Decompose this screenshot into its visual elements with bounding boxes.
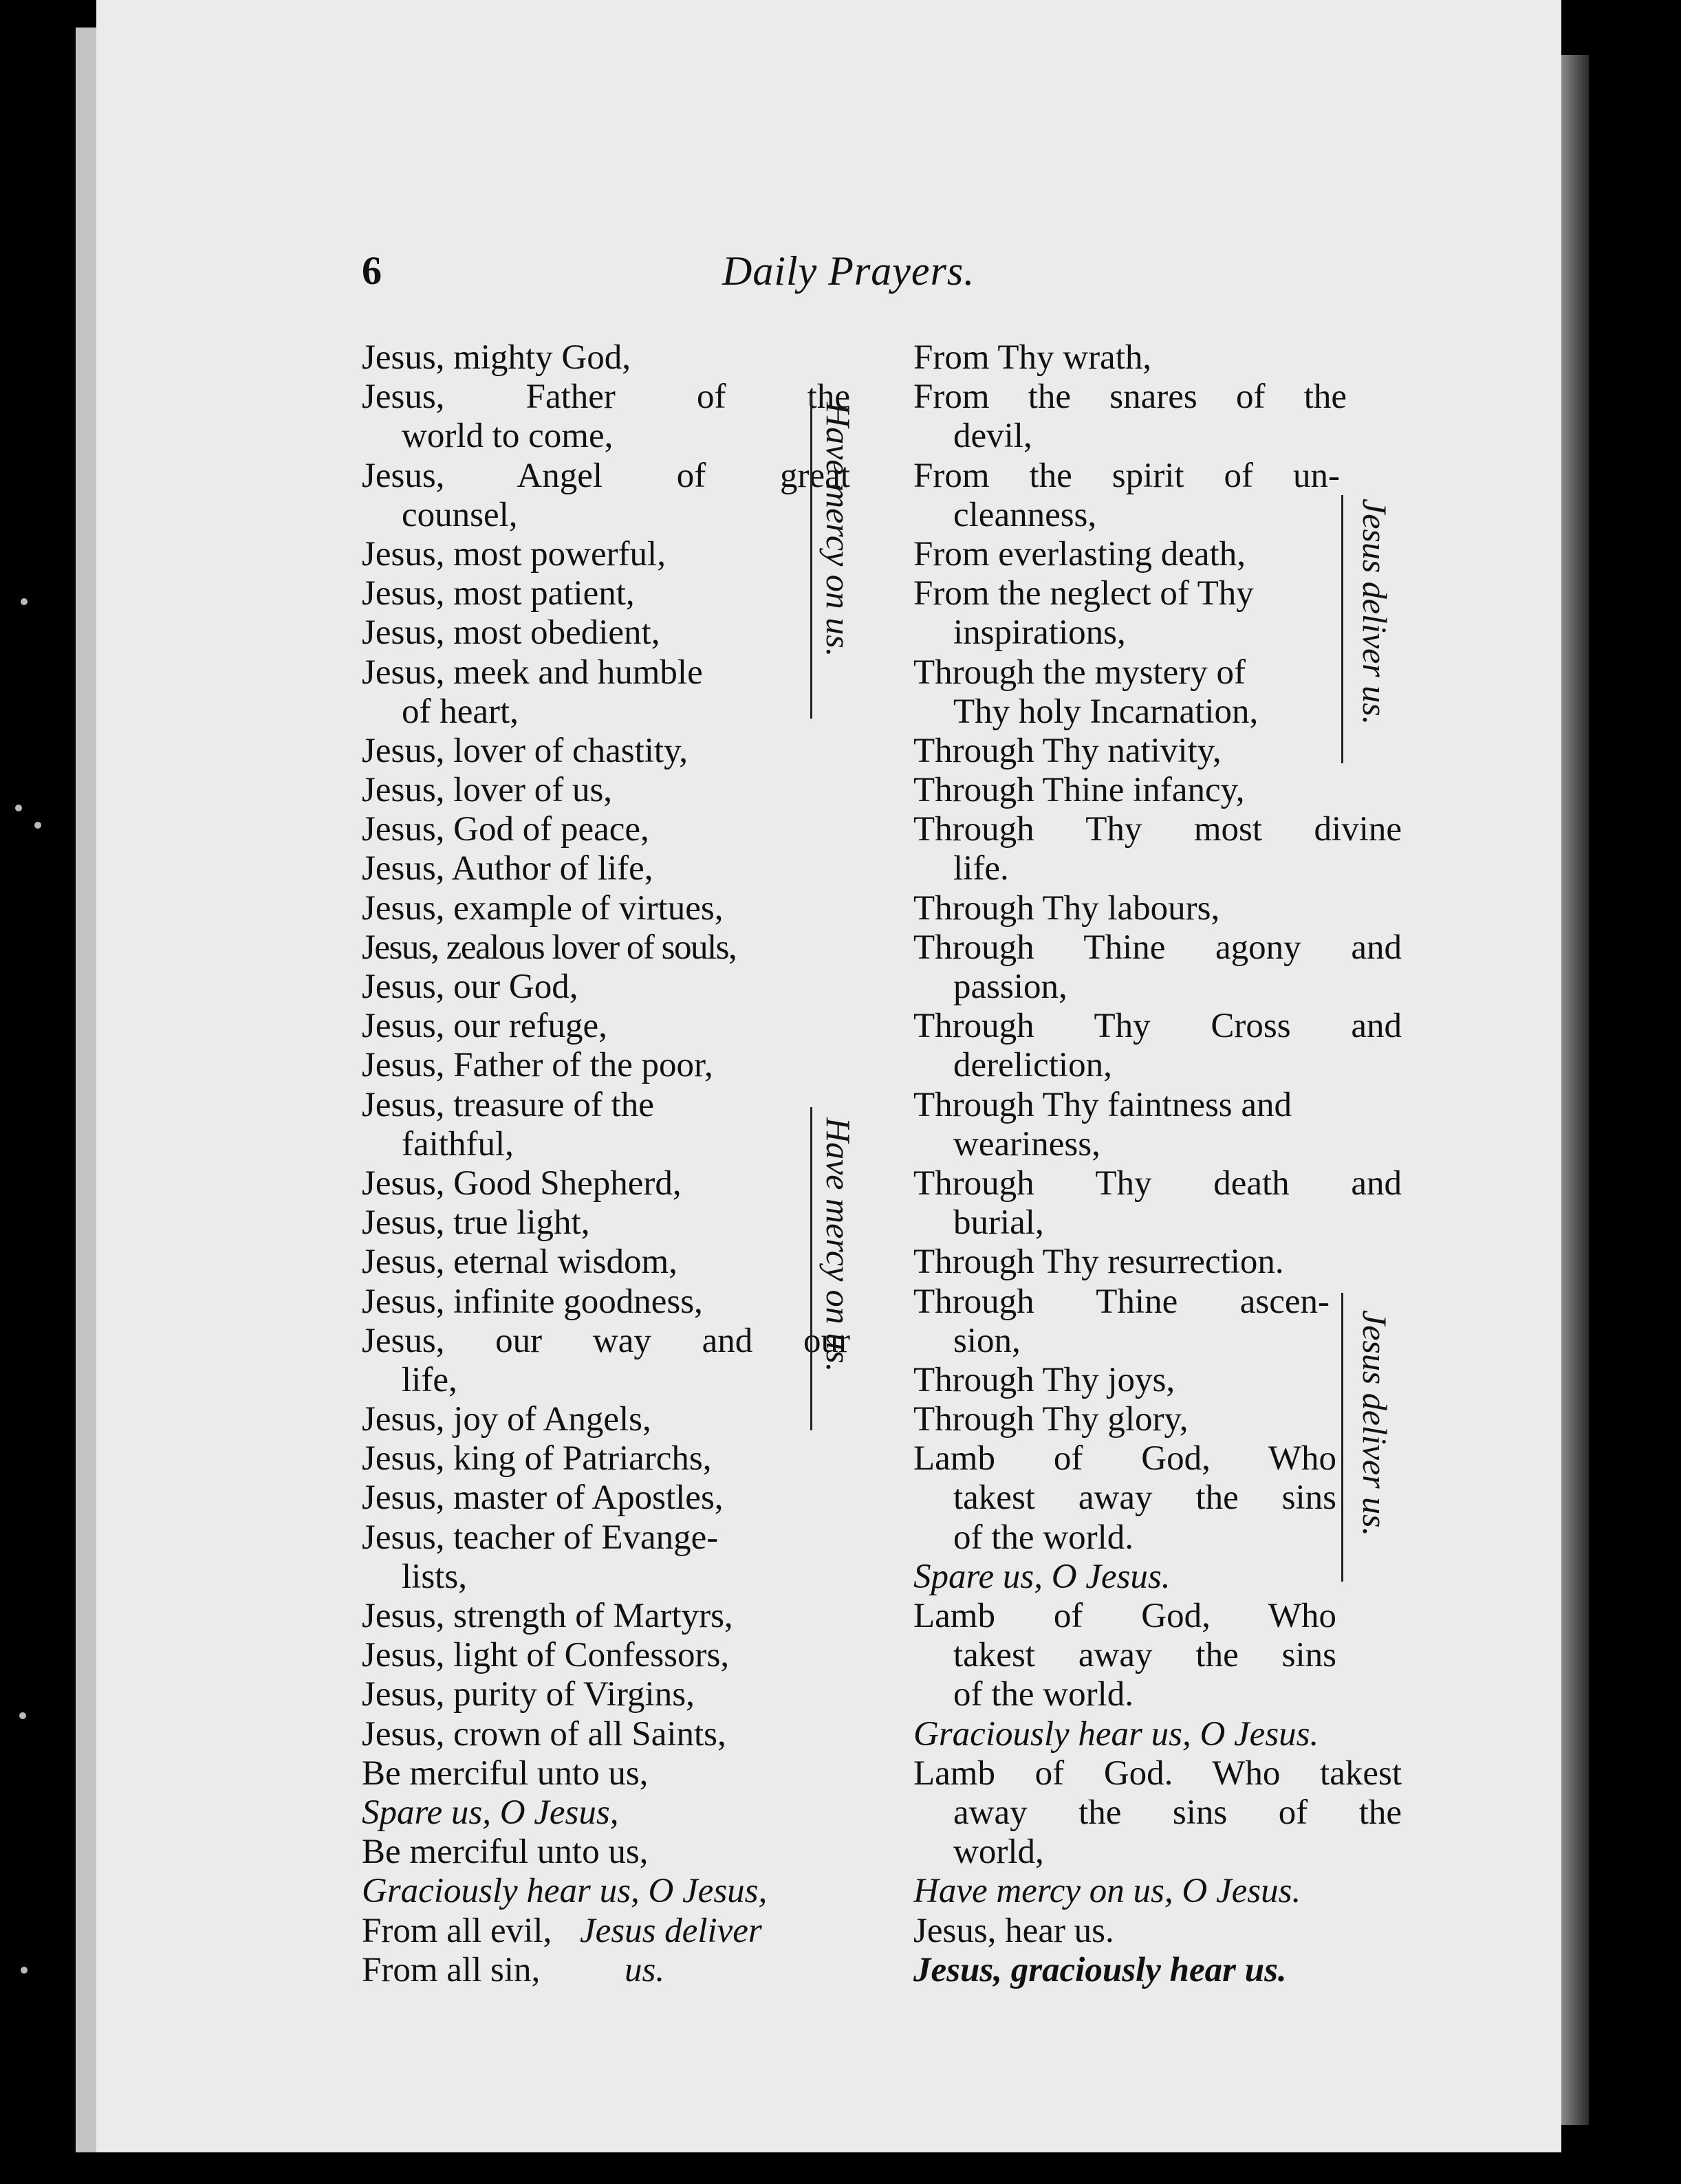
litany-line: sion, — [953, 1321, 1021, 1360]
litany-line: Through Thy Cross and — [913, 1007, 1402, 1046]
litany-line: Jesus, our refuge, — [362, 1007, 607, 1046]
litany-line: Jesus, our God, — [362, 968, 578, 1006]
litany-line: life, — [402, 1360, 457, 1399]
litany-line: Jesus, mighty God, — [362, 338, 631, 377]
response-bracket — [1341, 1293, 1350, 1582]
response-line: Graciously hear us, O Jesus, — [362, 1872, 768, 1911]
litany-line: Through Thy nativity, — [913, 731, 1222, 770]
litany-text: From all evil, — [362, 1911, 552, 1950]
left-column — [362, 338, 850, 1990]
litany-line: Jesus, God of peace, — [362, 810, 649, 849]
litany-line: Jesus, true light, — [362, 1203, 590, 1243]
litany-line: Jesus, lover of us, — [362, 771, 613, 810]
litany-line: Through Thy joys, — [913, 1360, 1175, 1399]
scan-speck — [15, 805, 22, 811]
response-line: Jesus, graciously hear us. — [913, 1950, 1287, 1989]
litany-line: Lamb of God, Who — [913, 1439, 1336, 1478]
vertical-response: Jesus deliver us. — [1356, 1310, 1394, 1537]
scan-speck — [21, 1967, 28, 1974]
litany-line: world to come, — [402, 417, 614, 456]
litany-text: From all sin, — [362, 1950, 541, 1989]
page-number: 6 — [362, 248, 382, 293]
litany-line: faithful, — [402, 1124, 514, 1164]
litany-line: Jesus, teacher of Evange- — [362, 1518, 719, 1557]
response-inline: us. — [625, 1950, 665, 1989]
litany-line: Jesus, Author of life, — [362, 849, 653, 888]
litany-line: Jesus, hear us. — [913, 1911, 1114, 1950]
litany-line: away the sins of the — [953, 1793, 1402, 1832]
litany-line: Jesus, king of Patriarchs, — [362, 1439, 712, 1478]
litany-line: world, — [953, 1833, 1044, 1872]
scan-speck — [21, 598, 28, 605]
litany-line: Through Thine ascen- — [913, 1282, 1330, 1321]
litany-line: Through Thine agony and — [913, 928, 1402, 967]
litany-line: From the spirit of un- — [913, 456, 1340, 495]
litany-line: inspirations, — [953, 613, 1126, 653]
litany-line: Through Thine infancy, — [913, 771, 1245, 810]
litany-line: Through Thy faintness and — [913, 1085, 1292, 1124]
litany-line: of the world. — [953, 1518, 1134, 1557]
litany-line: Jesus, zealous lover of souls, — [362, 928, 737, 967]
litany-line: takest away the sins — [953, 1478, 1336, 1518]
litany-line: Jesus, crown of all Saints, — [362, 1714, 726, 1754]
litany-line: Lamb of God. Who takest — [913, 1754, 1402, 1793]
response-inline: Jesus deliver — [579, 1911, 762, 1950]
right-column — [913, 338, 1402, 1990]
scan-speck — [19, 1712, 26, 1719]
litany-line: Jesus, example of virtues, — [362, 888, 724, 928]
litany-line: burial, — [953, 1203, 1044, 1243]
scan-speck — [34, 822, 41, 829]
litany-line: dereliction, — [953, 1046, 1112, 1085]
litany-line: Lamb of God, Who — [913, 1597, 1336, 1635]
litany-line: cleanness, — [953, 495, 1097, 534]
vertical-response: Have mercy on us. — [819, 1117, 858, 1373]
response-bracket — [1341, 495, 1350, 763]
litany-line: Jesus, Father of the — [362, 378, 850, 417]
vertical-response: Jesus deliver us. — [1356, 499, 1394, 725]
litany-line: Be merciful unto us, — [362, 1833, 649, 1872]
response-line: Spare us, O Jesus, — [362, 1793, 619, 1832]
response-line: Spare us, O Jesus. — [913, 1557, 1171, 1596]
litany-line: Jesus, purity of Virgins, — [362, 1675, 695, 1714]
litany-line: Through Thy death and — [913, 1164, 1402, 1203]
litany-line: From the neglect of Thy — [913, 574, 1254, 613]
litany-line: Jesus, eternal wisdom, — [362, 1243, 677, 1282]
response-line: Have mercy on us, O Jesus. — [913, 1872, 1301, 1911]
running-head: Daily Prayers. — [722, 248, 975, 294]
litany-line: of heart, — [402, 692, 519, 731]
litany-line: devil, — [953, 417, 1032, 456]
litany-line: Jesus, Father of the poor, — [362, 1046, 713, 1085]
litany-line: Be merciful unto us, — [362, 1754, 649, 1793]
litany-line: Through Thy labours, — [913, 888, 1220, 928]
litany-line: Through Thy most divine — [913, 810, 1402, 849]
litany-line: weariness, — [953, 1124, 1100, 1164]
litany-line: Jesus, most obedient, — [362, 613, 660, 653]
litany-line: Jesus, meek and humble — [362, 653, 703, 692]
litany-line: Through Thy resurrection. — [913, 1243, 1284, 1282]
litany-line: Jesus, most patient, — [362, 574, 635, 613]
litany-line: Jesus, most powerful, — [362, 534, 666, 574]
litany-line: Jesus, treasure of the — [362, 1085, 654, 1124]
litany-line: Jesus, strength of Martyrs, — [362, 1597, 733, 1635]
litany-line: life. — [953, 849, 1009, 888]
gutter-shadow — [1561, 55, 1589, 2125]
litany-line: Jesus, our way and our — [362, 1321, 850, 1360]
litany-line: From everlasting death, — [913, 534, 1246, 574]
litany-line — [362, 1951, 850, 1990]
litany-line: Through Thy glory, — [913, 1400, 1189, 1439]
response-line: Graciously hear us, O Jesus. — [913, 1714, 1319, 1754]
litany-line: takest away the sins — [953, 1636, 1336, 1675]
litany-line: Jesus, Good Shepherd, — [362, 1164, 682, 1203]
litany-line — [362, 1912, 850, 1951]
litany-line: of the world. — [953, 1675, 1134, 1714]
litany-line: Jesus, joy of Angels, — [362, 1400, 651, 1439]
vertical-response: Have mercy on us. — [819, 402, 858, 657]
litany-line: Thy holy Incarnation, — [953, 692, 1259, 731]
litany-line: Jesus, Angel of great — [362, 456, 850, 495]
litany-line: Jesus, light of Confessors, — [362, 1636, 730, 1675]
litany-line: Jesus, infinite goodness, — [362, 1282, 703, 1321]
litany-line: Jesus, master of Apostles, — [362, 1478, 724, 1518]
litany-line: Jesus, lover of chastity, — [362, 731, 688, 770]
litany-line: counsel, — [402, 495, 518, 534]
litany-line: passion, — [953, 968, 1067, 1006]
litany-line: From Thy wrath, — [913, 338, 1152, 377]
litany-line: From the snares of the — [913, 378, 1347, 417]
litany-line: Through the mystery of — [913, 653, 1246, 692]
litany-line: lists, — [402, 1557, 467, 1596]
